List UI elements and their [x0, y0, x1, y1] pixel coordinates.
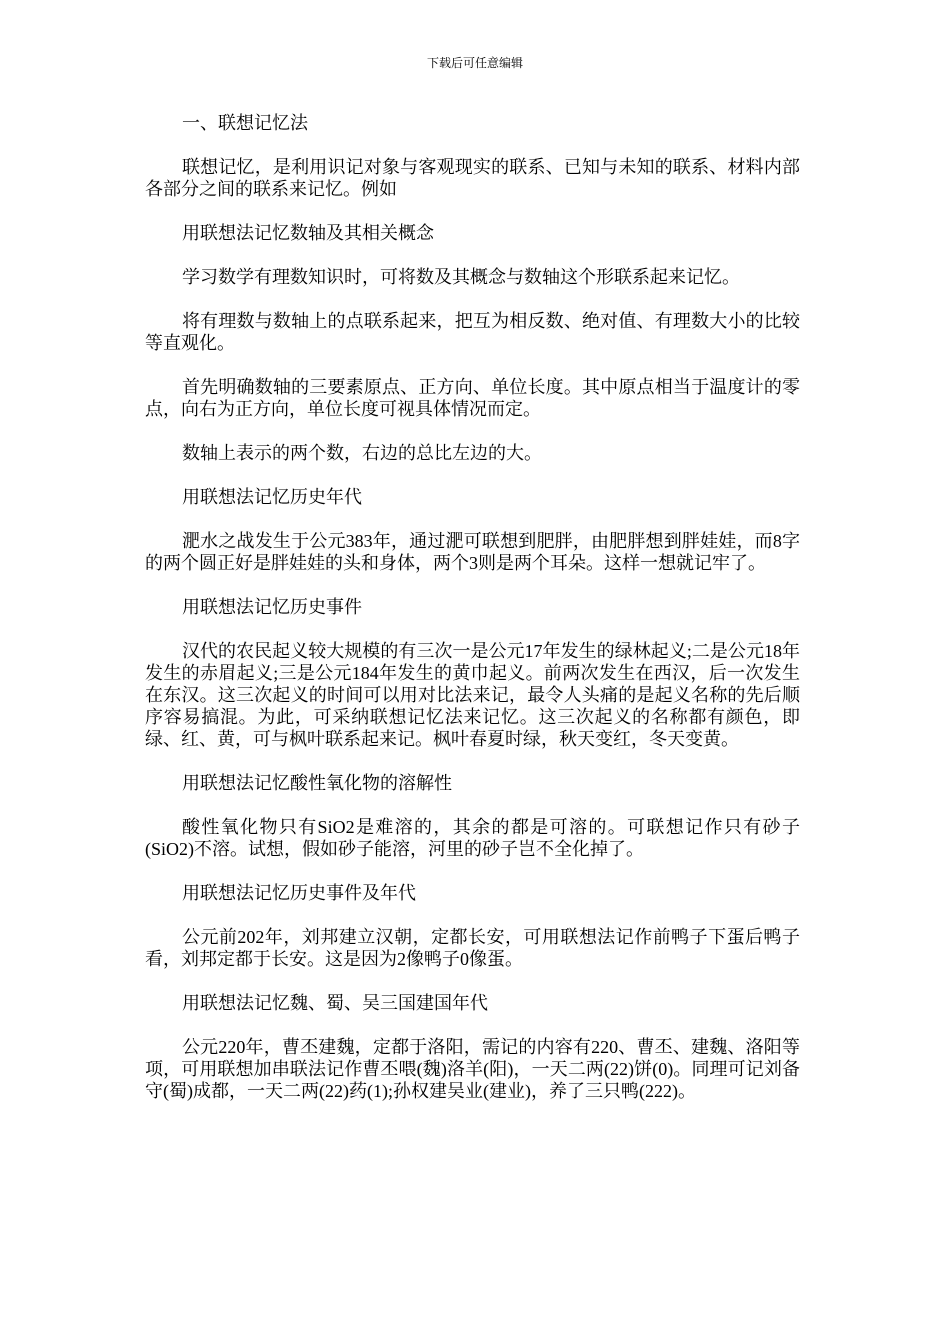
page-header: 下载后可任意编辑	[426, 56, 523, 70]
paragraph: 汉代的农民起义较大规模的有三次一是公元17年发生的绿林起义;二是公元18年发生的赤眉起义;三是公元184年发生的黄巾起义。前两次发生在西汉，后一次发生在东汉。这三次起义的时间可以用对比法来记，最令人头痛的是起义名称的先后顺序容易搞混。为此，可采纳联想记忆法来记忆。这三次起义的名称都有颜色，即绿、红、黄，可与枫叶联系起来记。枫叶春夏时绿，秋天变红，冬天变黄。	[145, 641, 800, 749]
subheading: 用联想法记忆历史事件	[182, 597, 362, 617]
paragraph: 首先明确数轴的三要素原点、正方向、单位长度。其中原点相当于温度计的零点，向右为正方向，单位长度可视具体情况而定。	[145, 377, 800, 419]
subheading: 用联想法记忆历史事件及年代	[182, 883, 416, 903]
paragraph: 数轴上表示的两个数，右边的总比左边的大。	[182, 443, 542, 463]
document-body	[145, 112, 800, 1124]
section-heading: 一、联想记忆法	[182, 113, 308, 133]
paragraph: 学习数学有理数知识时，可将数及其概念与数轴这个形联系起来记忆。	[182, 267, 740, 287]
paragraph: 酸性氧化物只有SiO2是难溶的，其余的都是可溶的。可联想记作只有砂子(SiO2)不溶。试想，假如砂子能溶，河里的砂子岂不全化掉了。	[145, 817, 800, 859]
subheading: 用联想法记忆酸性氧化物的溶解性	[182, 773, 452, 793]
subheading: 用联想法记忆魏、蜀、吴三国建国年代	[182, 993, 488, 1013]
subheading: 用联想法记忆历史年代	[182, 487, 362, 507]
subheading: 用联想法记忆数轴及其相关概念	[182, 223, 434, 243]
paragraph: 公元220年，曹丕建魏，定都于洛阳，需记的内容有220、曹丕、建魏、洛阳等项，可用联想加串联法记作曹丕喂(魏)洛羊(阳)，一天二两(22)饼(0)。同理可记刘备守(蜀)成都，一天二两(22)药(1);孙权建吴业(建业)，养了三只鸭(222)。	[145, 1037, 800, 1101]
paragraph: 将有理数与数轴上的点联系起来，把互为相反数、绝对值、有理数大小的比较等直观化。	[145, 311, 800, 353]
paragraph: 联想记忆，是利用识记对象与客观现实的联系、已知与未知的联系、材料内部各部分之间的联系来记忆。例如	[145, 157, 800, 199]
paragraph: 淝水之战发生于公元383年，通过淝可联想到肥胖，由肥胖想到胖娃娃，而8字的两个圆正好是胖娃娃的头和身体，两个3则是两个耳朵。这样一想就记牢了。	[145, 531, 800, 573]
paragraph: 公元前202年，刘邦建立汉朝，定都长安，可用联想法记作前鸭子下蛋后鸭子看，刘邦定都于长安。这是因为2像鸭子0像蛋。	[145, 927, 800, 969]
